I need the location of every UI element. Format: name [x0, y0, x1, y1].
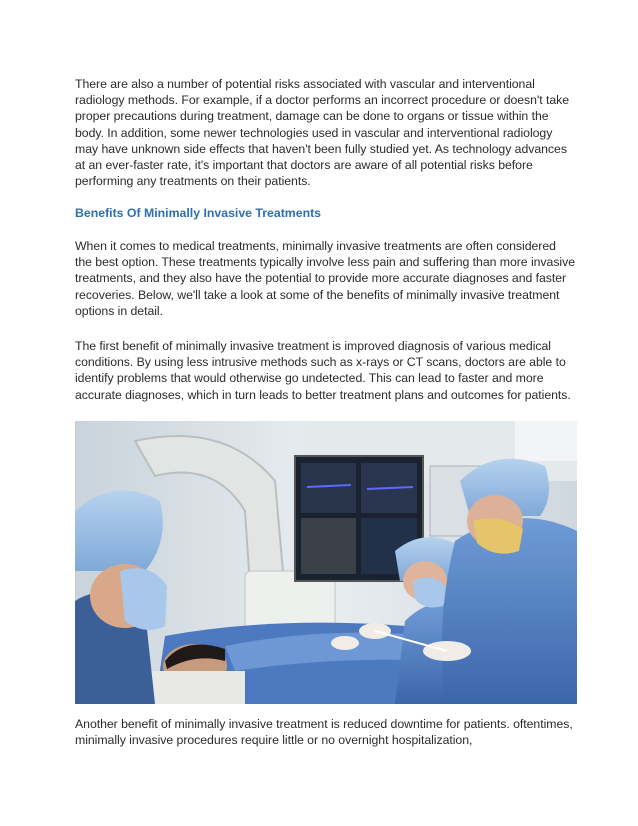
paragraph-risks: There are also a number of potential risks associated with vascular and interventional radiology methods. For example, if a doctor performs an incorrect procedure or doesn't take proper precautions during treatment, damage can be done to organs or tissue within the body. In addition, some newer technologies used in vascular and interventional radiology may have unknown side effects that haven't been fully studied yet. As technology advances at an ever-faster rate, it's important that doctors are aware of all potential risks before performing any treatments on their patients.: [75, 77, 570, 189]
procedure-photo: [75, 421, 577, 704]
procedure-photo-illustration: [75, 421, 577, 704]
paragraph-second-benefit: Another benefit of minimally invasive treatment is reduced downtime for patients. oftentimes, minimally invasive procedures require little or no overnight hospitalization,: [75, 717, 573, 748]
paragraph-first-benefit: The first benefit of minimally invasive treatment is improved diagnosis of various medical conditions. By using less intrusive methods such as x-rays or CT scans, doctors are able to identify problems that would otherwise go undetected. This can lead to faster and more accurate diagnoses, which in turn leads to better treatment plans and outcomes for patients.: [75, 339, 571, 402]
section-heading-benefits: Benefits Of Minimally Invasive Treatments: [75, 206, 322, 220]
paragraph-intro: When it comes to medical treatments, minimally invasive treatments are often considered the best option. These treatments typically involve less pain and suffering than more invasive treatments, and they also have the potential to provide more accurate diagnoses and faster recoveries. Below, we'll take a look at some of the benefits of minimally invasive treatment options in detail.: [75, 239, 575, 318]
